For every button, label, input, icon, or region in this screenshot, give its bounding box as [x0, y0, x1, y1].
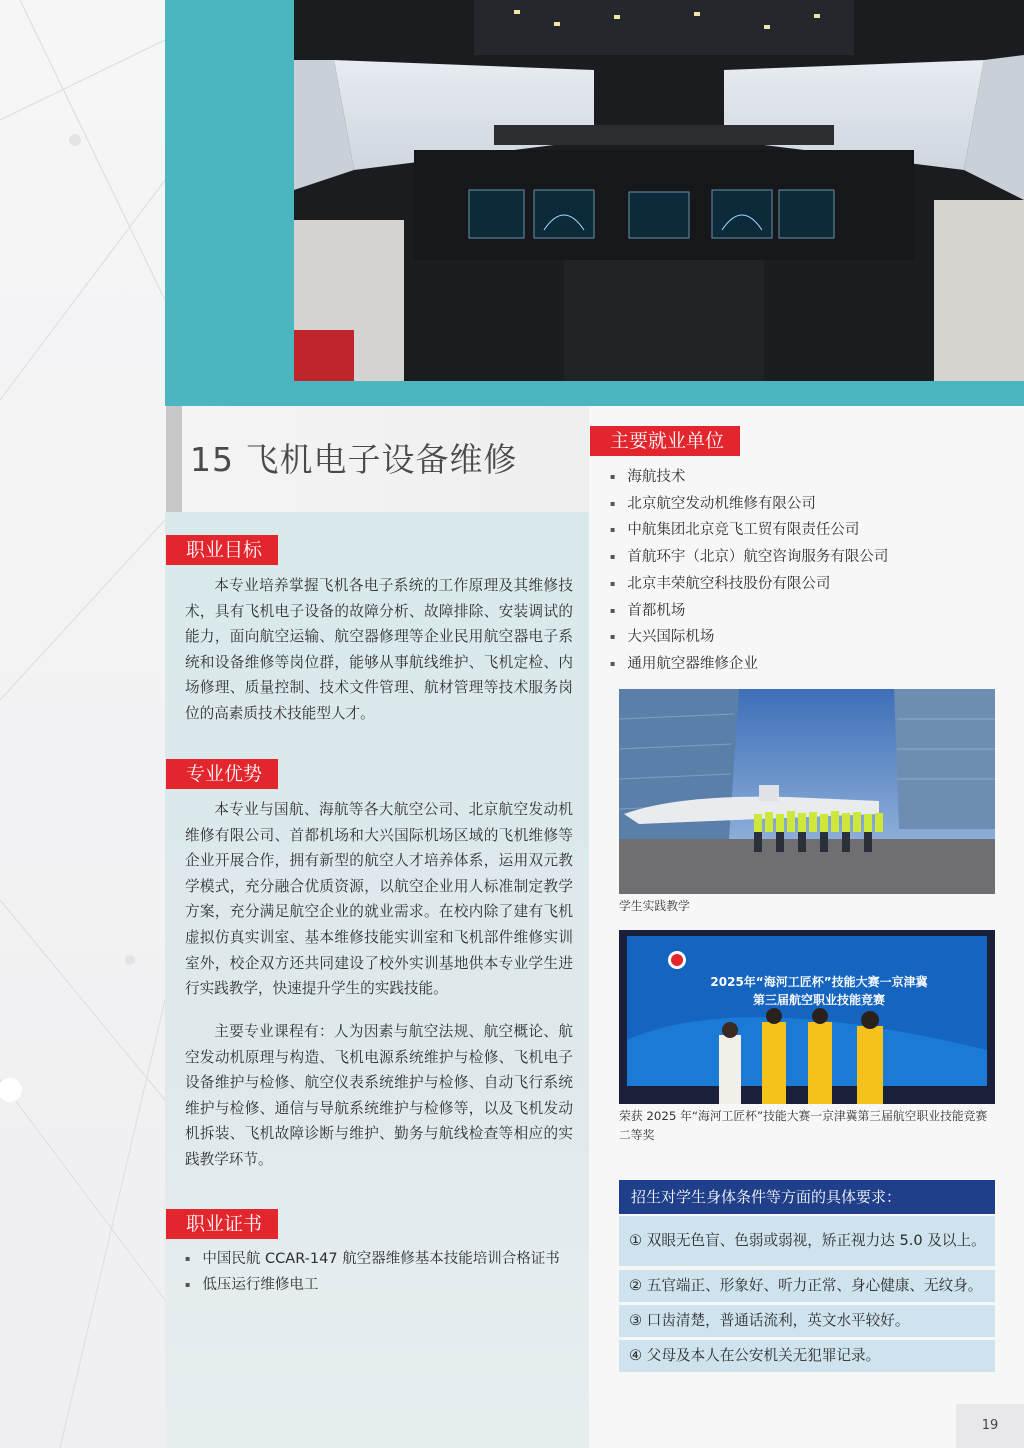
award-photo — [619, 930, 995, 1104]
career-goal-text: 本专业培养掌握飞机各电子系统的工作原理及其维修技术，具有飞机电子设备的故障分析、故障排除、安装调试的能力，面向航空运输、航空器修理等企业民用航空器电子系统和设备维修等岗位群，能够从事航线维护、飞机定检、内场修理、质量控制、技术文件管理、航材管理等技术服务岗位的高素质技术技能型人才。 — [185, 577, 573, 722]
list-item: ▪ 首都机场 — [610, 598, 888, 625]
requirement-item-1: ① 双眼无色盲、色弱或弱视，矫正视力达 5.0 及以上。 — [619, 1216, 995, 1266]
section-label-certificates: 职业证书 — [166, 1209, 278, 1239]
list-item: ▪ 北京航空发动机维修有限公司 — [610, 491, 888, 518]
requirement-item-3: ③ 口齿清楚，普通话流利，英文水平较好。 — [619, 1305, 995, 1337]
title-accent-bar — [166, 406, 182, 512]
section-label-career-goal: 职业目标 — [166, 535, 278, 565]
list-item: ▪ 北京丰荣航空科技股份有限公司 — [610, 571, 888, 598]
practice-photo-caption: 学生实践教学 — [619, 899, 690, 913]
award-photo-caption: 荣获 2025 年“海河工匠杯”技能大赛一京津冀第三届航空职业技能竞赛二等奖 — [619, 1109, 988, 1142]
list-item: ▪ 通用航空器维修企业 — [610, 651, 888, 678]
left-margin-decoration — [0, 0, 165, 1448]
advantage-text-2: 主要专业课程有：人为因素与航空法规、航空概论、航空发动机原理与构造、飞机电源系统维护与检修、飞机电子设备维护与检修、航空仪表系统维护与检修、自动飞行系统维护与检修、通信与导航系统维护与检修等，以及飞机发动机拆装、飞机故障诊断与维护、勤务与航线检查等相应的实践教学环节。 — [185, 1023, 573, 1168]
page-number: 19 — [956, 1404, 1024, 1448]
employer-list — [610, 464, 888, 678]
list-item: ▪ 中航集团北京竞飞工贸有限责任公司 — [610, 517, 888, 544]
list-item: ▪ 首航环宇（北京）航空咨询服务有限公司 — [610, 544, 888, 571]
network-lines-decoration — [0, 0, 165, 1448]
list-item: ▪ 大兴国际机场 — [610, 624, 888, 651]
requirements-heading: 招生对学生身体条件等方面的具体要求： — [619, 1180, 995, 1214]
certificate-list — [185, 1246, 585, 1298]
list-item: ▪ 海航技术 — [610, 464, 888, 491]
page-title: 15 飞机电子设备维修 — [190, 440, 518, 479]
requirement-item-2: ② 五官端正、形象好、听力正常、身心健康、无纹身。 — [619, 1270, 995, 1302]
cockpit-photo — [294, 0, 1024, 381]
section-label-employers: 主要就业单位 — [590, 426, 740, 456]
list-item: ▪ 中国民航 CCAR-147 航空器维修基本技能培训合格证书 — [185, 1246, 585, 1272]
requirement-item-4: ④ 父母及本人在公安机关无犯罪记录。 — [619, 1340, 995, 1372]
list-item: ▪ 低压运行维修电工 — [185, 1272, 585, 1298]
section-label-advantage: 专业优势 — [166, 759, 278, 789]
advantage-text-1: 本专业与国航、海航等各大航空公司、北京航空发动机维修有限公司、首都机场和大兴国际机场区域的飞机维修等企业开展合作，拥有新型的航空人才培养体系，运用双元教学模式，充分融合优质资源，以航空企业用人标准制定教学方案，充分满足航空企业的就业需求。在校内除了建有飞机虚拟仿真实训室、基本维修技能实训室和飞机部件维修实训室外，校企双方还共同建设了校外实训基地供本专业学生进行实践教学，快速提升学生的实践技能。 — [185, 801, 573, 998]
award-banner-line1: 2025年“海河工匠杯”技能大赛一京津冀 — [710, 975, 928, 989]
award-banner-line2: 第三届航空职业技能竞赛 — [752, 993, 886, 1007]
student-practice-photo — [619, 689, 995, 894]
